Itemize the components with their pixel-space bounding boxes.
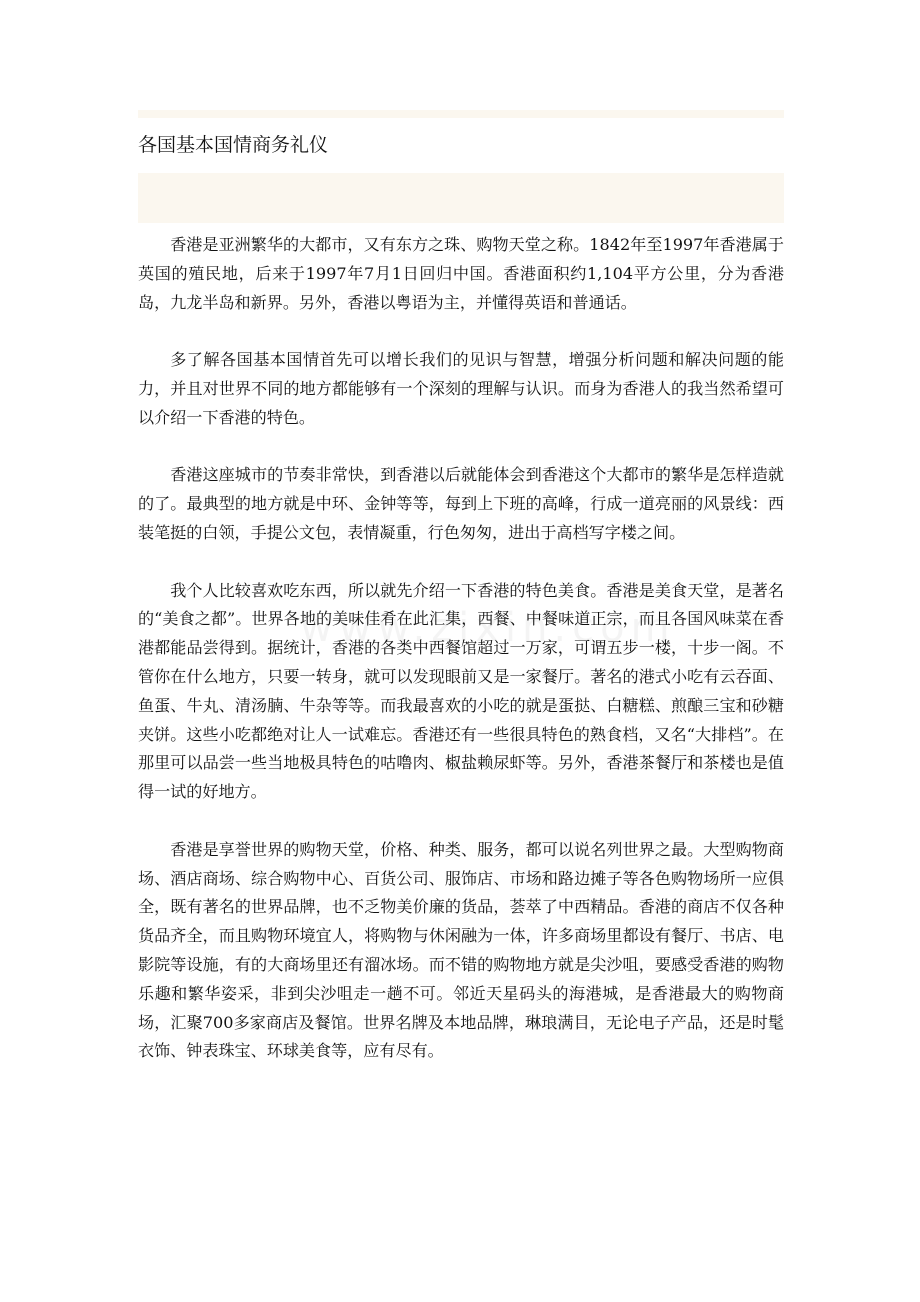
paragraph-purpose: 多了解各国基本国情首先可以增长我们的见识与智慧，增强分析问题和解决问题的能力，并且对世界不同的地方都能够有一个深刻的理解与认识。而身为香港人的我当然希望可以介绍一下香港的特色。 bbox=[138, 350, 784, 427]
paragraph-food: 我个人比较喜欢吃东西，所以就先介绍一下香港的特色美食。香港是美食天堂，是著名的“美食之都”。世界各地的美味佳肴在此汇集，西餐、中餐味道正宗，而且各国风味菜在香港都能品尝得到。据统计，香港的各类中西餐馆超过一万家，可谓五步一楼，十步一阁。不管你在什么地方，只要一转身，就可以发现眼前又是一家餐厅。著名的港式小吃有云吞面、鱼蛋、牛丸、清汤腩、牛杂等等。而我最喜欢的小吃的就是蛋挞、白糖糕、煎酿三宝和砂糖夹饼。这些小吃都绝对让人一试难忘。香港还有一些很具特色的熟食档，又名“大排档”。在那里可以品尝一些当地极具特色的咕噜肉、椒盐赖尿虾等。另外，香港茶餐厅和茶楼也是值得一试的好地方。 bbox=[138, 580, 784, 802]
header-shade-band bbox=[138, 110, 784, 118]
paragraph-city-pace: 香港这座城市的节奏非常快，到香港以后就能体会到香港这个大都市的繁华是怎样造就的了。最典型的地方就是中环、金钟等等，每到上下班的高峰，行成一道亮丽的风景线：西装笔挺的白领，手提公文包，表情凝重，行色匆匆，进出于高档写字楼之间。 bbox=[138, 465, 784, 542]
paragraph-shopping: 香港是享誉世界的购物天堂，价格、种类、服务，都可以说名列世界之最。大型购物商场、酒店商场、综合购物中心、百货公司、服饰店、市场和路边摊子等各色购物场所一应俱全，既有著名的世界品牌，也不乏物美价廉的货品，荟萃了中西精品。香港的商店不仅各种货品齐全，而且购物环境宜人，将购物与休闲融为一体，许多商场里都设有餐厅、书店、电影院等设施，有的大商场里还有溜冰场。而不错的购物地方就是尖沙咀，要感受香港的购物乐趣和繁华姿采，非到尖沙咀走一趟不可。邻近天星码头的海港城，是香港最大的购物商场，汇聚700多家商店及餐馆。世界名牌及本地品牌，琳琅满目，无论电子产品，还是时髦衣饰、钟表珠宝、环球美食等，应有尽有。 bbox=[138, 839, 784, 1061]
shaded-banner-box bbox=[138, 173, 784, 223]
paragraph-intro: 香港是亚洲繁华的大都市，又有东方之珠、购物天堂之称。1842年至1997年香港属于英国的殖民地，后来于1997年7月1日回归中国。香港面积约1,104平方公里，分为香港岛，九龙半岛和新界。另外，香港以粤语为主，并懂得英语和普通话。 bbox=[138, 235, 784, 312]
page-title: 各国基本国情商务礼仪 bbox=[138, 134, 329, 156]
article-body bbox=[138, 231, 784, 1095]
